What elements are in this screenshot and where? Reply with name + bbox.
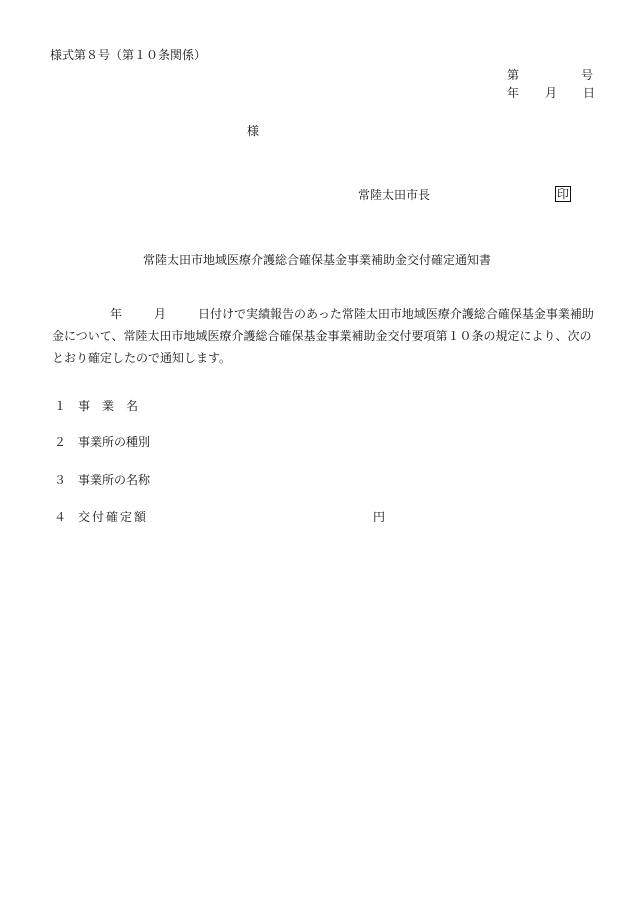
doc-number-suffix: 号 bbox=[581, 68, 594, 82]
issuer-title: 常陸太田市長 bbox=[358, 188, 431, 202]
item-1 bbox=[54, 399, 138, 413]
item-4-label: 交付確定額 bbox=[78, 510, 149, 524]
item-2-label: 事業所の種別 bbox=[78, 435, 151, 449]
seal-mark: 印 bbox=[557, 187, 570, 201]
item-1-number: １ bbox=[54, 399, 67, 413]
date-month: 月 bbox=[545, 86, 558, 100]
addressee-suffix: 様 bbox=[247, 124, 260, 138]
item-4 bbox=[54, 510, 148, 524]
date-year: 年 bbox=[507, 86, 520, 100]
date-day: 日 bbox=[583, 86, 596, 100]
item-3-label: 事業所の名称 bbox=[78, 473, 151, 487]
body-month: 月 bbox=[154, 307, 167, 321]
body-paragraph bbox=[52, 303, 597, 369]
item-3-number: ３ bbox=[54, 473, 67, 487]
document-title: 常陸太田市地域医療介護総合確保基金事業補助金交付確定通知書 bbox=[143, 253, 492, 267]
item-3 bbox=[54, 473, 150, 487]
form-label: 様式第８号（第１０条関係） bbox=[50, 48, 207, 62]
item-2 bbox=[54, 435, 150, 449]
doc-number bbox=[507, 68, 593, 82]
issue-date bbox=[507, 86, 595, 100]
item-4-unit: 円 bbox=[373, 510, 386, 524]
item-4-number: ４ bbox=[54, 510, 67, 524]
item-2-number: ２ bbox=[54, 435, 67, 449]
issuer-seal bbox=[555, 186, 571, 202]
body-year: 年 bbox=[110, 307, 123, 321]
doc-number-prefix: 第 bbox=[507, 68, 520, 82]
item-1-label: 事 業 名 bbox=[78, 399, 139, 413]
body-text: 日付けで実績報告のあった常陸太田市地域医療介護総合確保基金事業補助金について、常陸太田市地域医療介護総合確保基金事業補助金交付要項第１０条の規定により、次のとおり確定したので通知します。 bbox=[52, 307, 594, 365]
